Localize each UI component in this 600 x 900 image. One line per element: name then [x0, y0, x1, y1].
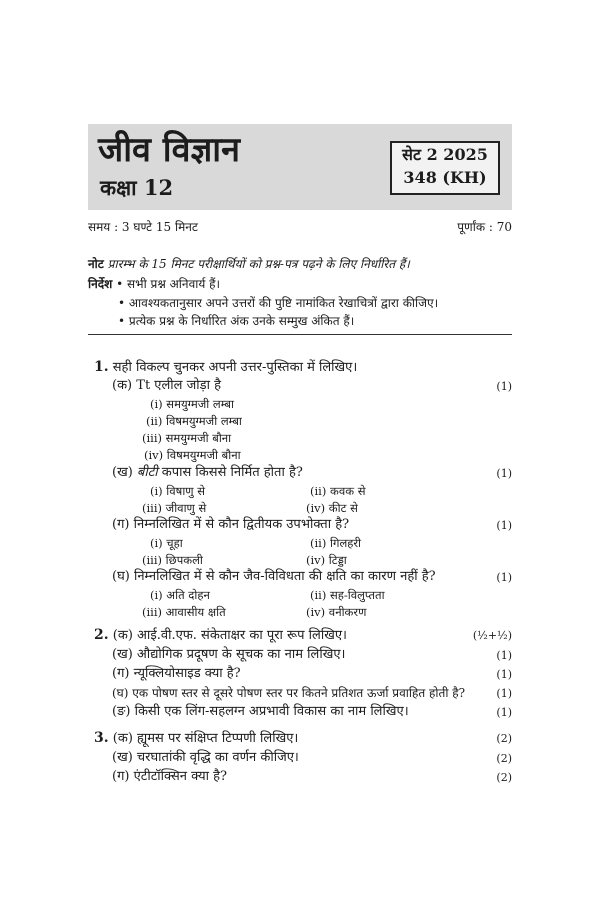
option: (iv) टिड्डा	[306, 553, 347, 567]
option: (iii) आवासीय क्षति	[142, 605, 226, 619]
marks: (2)	[496, 771, 512, 784]
divider	[88, 334, 512, 335]
marks: (1)	[496, 380, 512, 393]
class-label: कक्षा 12	[100, 175, 174, 200]
sub-text: ह्यूमस पर संक्षिप्त टिप्पणी लिखिए।	[137, 731, 299, 746]
sub-label: (क)	[112, 378, 133, 393]
option: (ii) कवक से	[310, 484, 366, 498]
sub-text: निम्नलिखित में से कौन जैव-विविधता की क्षति का कारण नहीं है?	[133, 569, 436, 584]
sub-text: एंटीटॉक्सिन क्या है?	[133, 769, 228, 784]
marks: (1)	[496, 571, 512, 584]
marks: (1)	[496, 519, 512, 532]
question-2a	[94, 627, 347, 644]
sub-label: (क)	[112, 731, 133, 746]
marks: (1)	[496, 467, 512, 480]
option: (i) समयुग्मजी लम्बा	[150, 397, 234, 411]
question-2e	[112, 704, 409, 720]
option: (i) विषाणु से	[150, 484, 206, 498]
sub-label: (ग)	[112, 769, 130, 784]
bullet-icon: •	[118, 314, 126, 328]
direction-item-3: प्रत्येक प्रश्न के निर्धारित अंक उनके सम्मुख अंकित हैं।	[128, 314, 355, 328]
sub-label: (ख)	[112, 750, 133, 765]
marks: (1)	[496, 687, 512, 700]
bullet-icon: •	[118, 296, 126, 310]
max-marks: पूर्णांक : 70	[457, 220, 512, 234]
direction-item	[118, 294, 438, 311]
question-number: 1.	[94, 359, 109, 375]
option: (i) चूहा	[150, 536, 183, 550]
question-number: 2.	[94, 627, 109, 643]
set-line-1: सेट 2 2025	[402, 145, 488, 164]
direction-item-1: सभी प्रश्न अनिवार्य हैं।	[127, 277, 221, 291]
question-text: सही विकल्प चुनकर अपनी उत्तर-पुस्तिका में लिखिए।	[112, 360, 358, 375]
question-2d	[112, 685, 465, 701]
sub-label: (ङ)	[112, 704, 131, 719]
question-1a	[112, 378, 221, 394]
note-label: नोट	[88, 257, 104, 271]
question-1d	[112, 569, 436, 585]
marks: (½+½)	[472, 629, 512, 642]
sub-text: औद्योगिक प्रदूषण के सूचक का नाम लिखिए।	[136, 647, 346, 662]
directions-line	[88, 275, 220, 292]
question-2c	[112, 666, 241, 682]
sub-label: (ख)	[112, 465, 133, 480]
option: (iii) जीवाणु से	[142, 501, 207, 515]
question-3a	[94, 730, 298, 747]
option: (iii) छिपकली	[142, 553, 203, 567]
option: (ii) सह-विलुप्तता	[310, 588, 385, 602]
sub-text: चरघातांकी वृद्धि का वर्णन कीजिए।	[136, 750, 299, 765]
question-3b	[112, 750, 299, 766]
sub-text: किसी एक लिंग-सहलग्न अप्रभावी विकास का नाम लिखिए।	[134, 704, 409, 719]
direction-item	[118, 312, 354, 329]
sub-label: (घ)	[112, 686, 129, 700]
note-line	[88, 255, 410, 272]
question-number: 3.	[94, 730, 109, 746]
sub-label: (ग)	[112, 517, 130, 532]
time-info: समय : 3 घण्टे 15 मिनट	[88, 220, 198, 234]
set-code-box	[390, 141, 500, 195]
sub-text: एक पोषण स्तर से दूसरे पोषण स्तर पर कितने प्रतिशत ऊर्जा प्रवाहित होती है?	[132, 686, 466, 700]
marks: (2)	[496, 752, 512, 765]
option: (iv) कीट से	[306, 501, 358, 515]
header-banner	[88, 124, 512, 210]
question-1c	[112, 517, 349, 533]
question-1	[94, 359, 357, 376]
option: (iv) वनीकरण	[306, 605, 367, 619]
marks: (1)	[496, 649, 512, 662]
sub-text: न्यूक्लियोसाइड क्या है?	[133, 666, 241, 681]
sub-label: (ग)	[112, 666, 130, 681]
subject-title: जीव विज्ञान	[98, 130, 240, 170]
bullet-icon: •	[116, 277, 124, 291]
set-line-2: 348 (KH)	[403, 168, 487, 187]
sub-text: आई.वी.एफ. संकेताक्षर का पूरा रूप लिखिए।	[137, 628, 347, 643]
sub-label: (ख)	[112, 647, 133, 662]
marks: (1)	[496, 668, 512, 681]
option: (i) अति दोहन	[150, 588, 210, 602]
question-3c	[112, 769, 227, 785]
sub-text: कपास किससे निर्मित होता है?	[161, 465, 303, 480]
marks: (1)	[496, 706, 512, 719]
option: (ii) गिलहरी	[310, 536, 362, 550]
sub-label: (घ)	[112, 569, 130, 584]
directions-label: निर्देश	[88, 277, 113, 291]
option: (iii) समयुग्मजी बौना	[142, 431, 232, 445]
direction-item-2: आवश्यकतानुसार अपने उत्तरों की पुष्टि नामांकित रेखाचित्रों द्वारा कीजिए।	[128, 296, 439, 310]
sub-text: निम्नलिखित में से कौन द्वितीयक उपभोक्ता है?	[133, 517, 350, 532]
question-2b	[112, 647, 345, 663]
option: (iv) विषमयुग्मजी बौना	[144, 448, 241, 462]
note-text: प्रारम्भ के 15 मिनट परीक्षार्थियों को प्रश्न-पत्र पढ़ने के लिए निर्धारित हैं।	[107, 257, 410, 271]
sub-label: (क)	[112, 628, 133, 643]
sub-text-italic: बीटी	[136, 465, 158, 480]
question-1b	[112, 465, 303, 481]
option: (ii) विषमयुग्मजी लम्बा	[146, 414, 242, 428]
sub-text: Tt एलील जोड़ा है	[136, 378, 221, 393]
marks: (2)	[496, 732, 512, 745]
